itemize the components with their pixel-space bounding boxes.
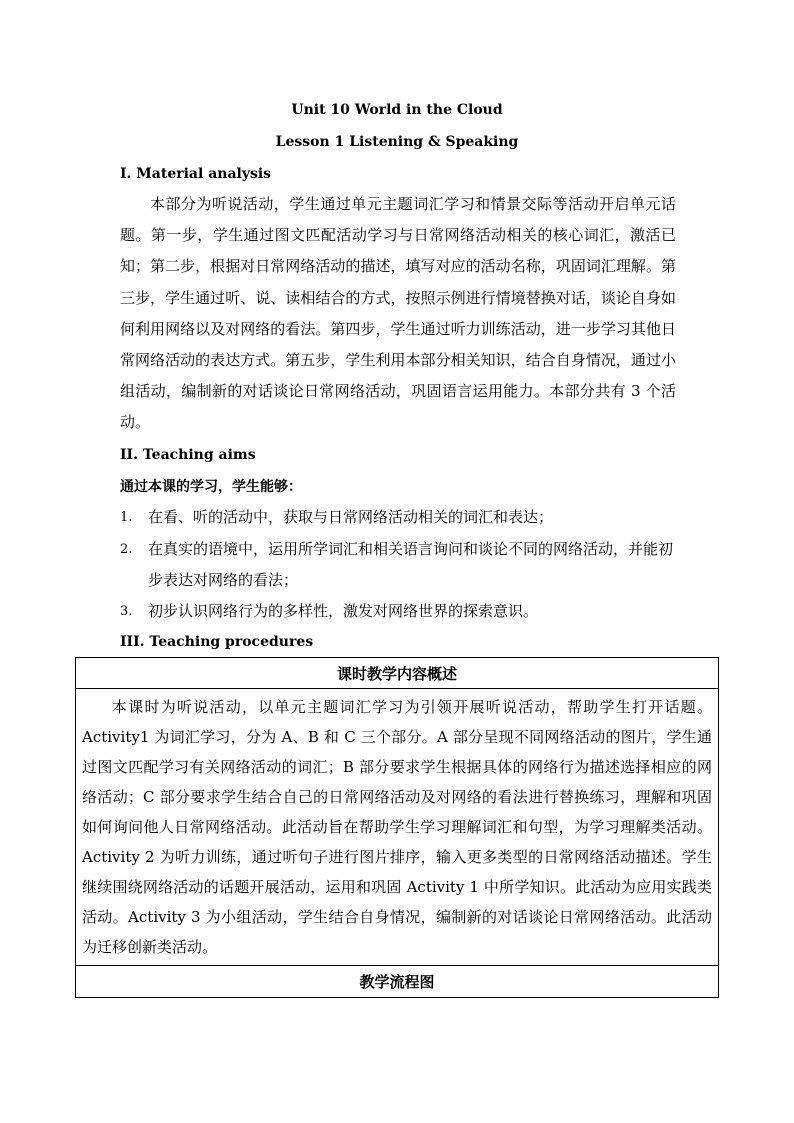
aim-item-2 [120, 534, 680, 596]
unit-title: Unit 10 World in the Cloud [291, 102, 503, 118]
aim-text: 初步认识网络行为的多样性，激发对网络世界的探索意识。 [148, 602, 539, 620]
table-header-overview: 课时教学内容概述 [76, 658, 719, 689]
aim-number: 2. [120, 542, 133, 557]
aim-text: 在看、听的活动中，获取与日常网络活动相关的词汇和表达； [148, 508, 554, 526]
material-analysis-heading: I. Material analysis [120, 166, 272, 182]
aim-number: 1. [120, 510, 133, 525]
lesson-plan-table [75, 657, 719, 998]
table-overview-text: 本课时为听说活动，以单元主题词汇学习为引领开展听说活动，帮助学生打开话题。Activity1 为词汇学习，分为 A、B 和 C 三个部分。A 部分呈现不同网络活动的图片，学生通过图文匹配学习有关网络活动的词汇；B 部分要求学生根据具体的网络行为描述选择相应的网络活动；C 部分要求学生结合自己的日常网络活动及对网络的看法进行替换练习，理解和巩固如何询问他人日常网络活动。此活动旨在帮助学生学习理解词汇和句型，为学习理解类活动。Activity 2 为听力训练，通过听句子进行图片排序，输入更多类型的日常网络活动描述。学生继续围绕网络活动的话题开展活动，运用和巩固 Activity 1 中所学知识。此活动为应用实践类活动。Activity 3 为小组活动，学生结合自身情况，编制新的对话谈论日常网络活动。此活动为迁移创新类活动。 [76, 689, 719, 966]
teaching-procedures-heading: III. Teaching procedures [120, 634, 314, 650]
aim-number: 3. [120, 604, 133, 619]
aim-text: 在真实的语境中，运用所学词汇和相关语言询问和谈论不同的网络活动，并能初步表达对网络的看法； [148, 540, 674, 589]
aim-item-1 [120, 502, 680, 533]
teaching-aims-heading: II. Teaching aims [120, 447, 256, 463]
aim-item-3 [120, 596, 680, 627]
lesson-title: Lesson 1 Listening & Speaking [275, 134, 519, 150]
table-header-flowchart: 教学流程图 [76, 966, 719, 998]
teaching-aims-intro: 通过本课的学习，学生能够： [120, 479, 302, 495]
material-analysis-text: 本部分为听说活动，学生通过单元主题词汇学习和情景交际等活动开启单元话题。第一步，学生通过图文匹配活动学习与日常网络活动相关的核心词汇，激活已知；第二步，根据对日常网络活动的描述，填写对应的活动名称，巩固词汇理解。第三步，学生通过听、说、读相结合的方式，按照示例进行情境替换对话，谈论自身如何利用网络以及对网络的看法。第四步，学生通过听力训练活动，进一步学习其他日常网络活动的表达方式。第五步，学生利用本部分相关知识，结合自身情况，通过小组活动，编制新的对话谈论日常网络活动，巩固语言运用能力。本部分共有 3 个活动。 [120, 195, 676, 432]
